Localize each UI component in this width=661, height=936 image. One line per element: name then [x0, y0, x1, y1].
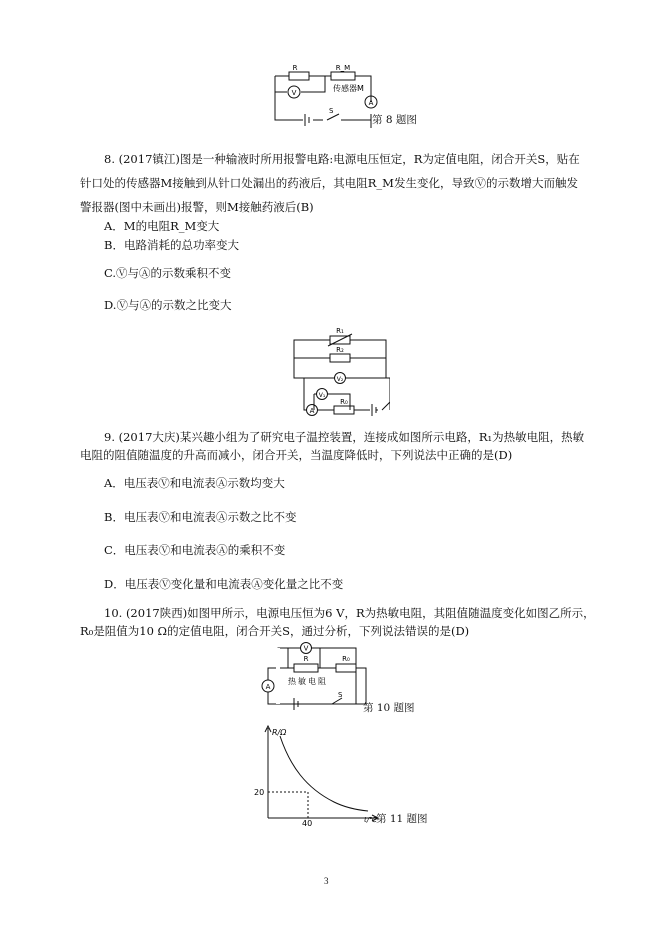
svg-text:V: V [303, 644, 309, 653]
fig9-v2-label: V₂ [336, 376, 344, 383]
q8-option-c: C.Ⓥ与Ⓐ的示数乘积不变 [104, 266, 232, 280]
fig10-r-label: R [303, 655, 309, 663]
figure-11-graph [250, 722, 390, 826]
q9-option-c: C．电压表Ⓥ和电流表Ⓐ的乘积不变 [104, 543, 286, 557]
page-number: 3 [324, 876, 329, 886]
q9-option-b: B．电压表Ⓥ和电流表Ⓐ示数之比不变 [104, 510, 297, 524]
fig8-sensor-label: 传感器M [333, 84, 364, 93]
q9-line1: 9. (2017大庆)某兴趣小组为了研究电子温控装置，连接成如图所示电路，R₁为热敏电阻，热敏 [104, 430, 585, 444]
svg-text:A: A [368, 99, 374, 107]
svg-text:V: V [291, 89, 297, 97]
fig11-ylabel: R/Ω [272, 728, 287, 737]
fig8-caption: 第 8 题图 [372, 114, 417, 126]
fig10-r0-label: R₀ [342, 655, 350, 663]
fig10-switch-label: S [338, 691, 343, 699]
resistance-curve [280, 736, 368, 811]
fig10-caption: 第 10 题图 [363, 702, 415, 714]
q8-line2: 针口处的传感器M接触到从针口处漏出的药液后，其电阻R_M发生变化，导致Ⓥ的示数增大而触发 [80, 176, 578, 190]
q8-line1: 8. (2017镇江)图是一种输液时所用报警电路:电源电压恒定，R为定值电阻，闭合开关S，贴在 [104, 152, 580, 166]
fig10-thermistor-label: 热敏电阻 [288, 677, 328, 686]
fig9-a-label: A [309, 407, 315, 415]
svg-text:A: A [265, 683, 271, 691]
fig8-r-label: R [292, 64, 298, 72]
q8-line3: 警报器(图中未画出)报警，则M接触药液后(B) [80, 200, 314, 214]
fig9-r2-label: R₂ [336, 346, 344, 354]
fig11-x-tick: 40 [302, 819, 313, 826]
figure-8-circuit [265, 62, 385, 128]
q9-option-a: A．电压表Ⓥ和电流表Ⓐ示数均变大 [104, 476, 285, 490]
q8-option-a: A．M的电阻R_M变大 [104, 219, 220, 233]
fig9-v1-label: V₁ [318, 392, 326, 399]
fig8-rm-label: R_M [335, 64, 351, 72]
q9-option-d: D．电压表Ⓥ变化量和电流表Ⓐ变化量之比不变 [104, 577, 344, 591]
figure-9-circuit [290, 324, 390, 416]
q10-line2: R₀是阻值为10 Ω的定值电阻，闭合开关S，通过分析，下列说法错误的是(D) [80, 624, 470, 638]
fig8-switch-label: S [329, 107, 334, 115]
fig11-y-tick: 20 [254, 788, 265, 797]
figure-10-circuit [258, 640, 370, 712]
q8-option-b: B．电路消耗的总功率变大 [104, 238, 239, 252]
q8-option-d: D.Ⓥ与Ⓐ的示数之比变大 [104, 298, 232, 312]
fig11-caption: 第 11 题图 [376, 813, 428, 825]
fig11-xlabel: t/℃ [364, 816, 377, 824]
q9-line2: 电阻的阻值随温度的升高而减小，闭合开关，当温度降低时，下列说法中正确的是(D) [80, 448, 513, 462]
fig9-r0-label: R₀ [340, 398, 348, 406]
fig9-r1-label: R₁ [336, 327, 344, 335]
q10-line1: 10. (2017陕西)如图甲所示，电源电压恒为6 V，R为热敏电阻，其阻值随温度变化如图乙所示， [104, 606, 595, 620]
